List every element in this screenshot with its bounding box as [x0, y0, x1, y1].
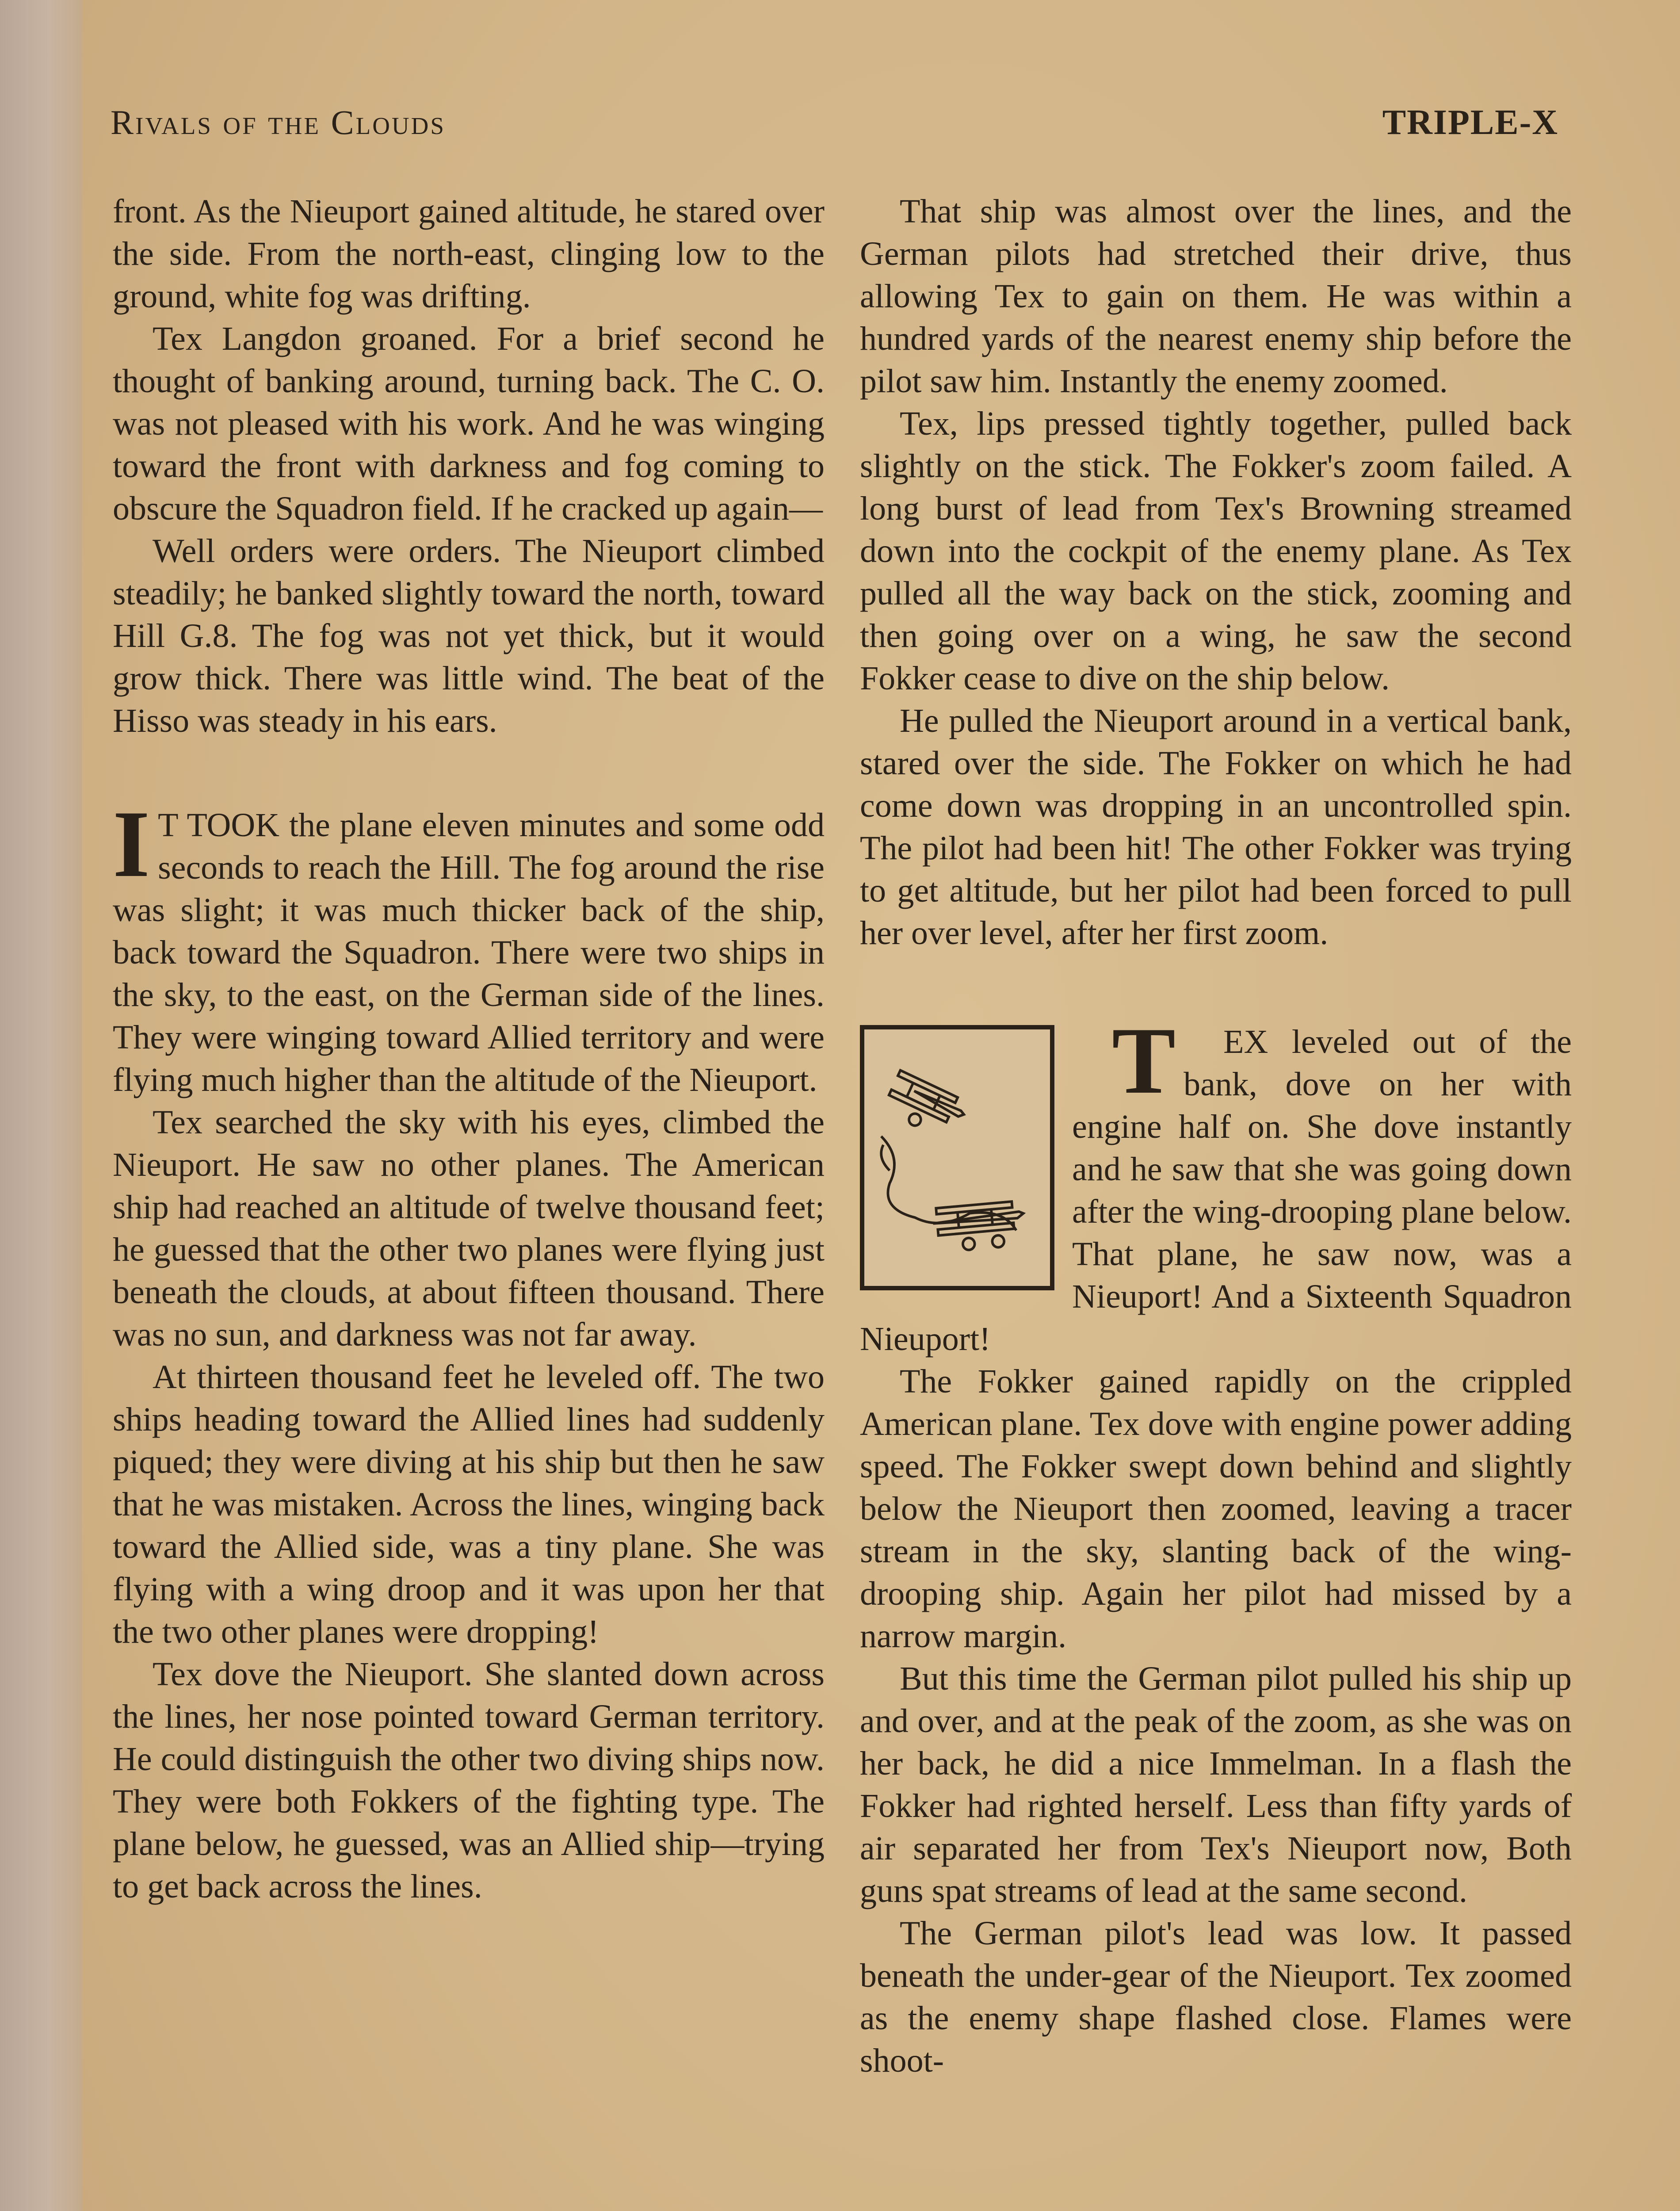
paragraph: He pulled the Nieuport around in a vertical bank, stared over the side. The Fokker on which he had come down was dropping in an uncontrolled spin. The pilot had been hit! The other Fokker was trying to get altitude, but her pilot had been forced to pull her over level, after her first zoom. [860, 702, 1572, 952]
drop-cap: I [113, 791, 150, 897]
running-title: Rivals of the Clouds [111, 103, 446, 142]
paragraph: Tex, lips pressed tightly together, pulled back slightly on the stick. The Fokker's zoom failed. A long burst of lead from Tex's Browning streamed down into the cockpit of the enemy plane. As Tex pulled all the way back on the stick, zooming and then going over on a wing, he saw the second Fokker cease to dive on the ship below. [860, 405, 1572, 697]
paragraph: Well orders were orders. The Nieuport climbed steadily; he banked slightly toward the north, toward Hill G.8. The fog was not yet thick, but it would grow thick. There was little wind. The beat of the Hisso was steady in his ears. [113, 532, 825, 739]
paragraph: But this time the German pilot pulled his ship up and over, and at the peak of the zoom, as she was on her back, he did a nice Immelman. In a flash the Fokker had righted herself. Less than fifty yards of air separated her from Tex's Nieuport now, Both guns spat streams of lead at the same second. [860, 1660, 1572, 1909]
paragraph: The German pilot's lead was low. It passed beneath the under-gear of the Nieuport. Tex zoomed as the enemy shape flashed close. Flames were shoot- [860, 1915, 1572, 2079]
paragraph: front. As the Nieuport gained altitude, he stared over the side. From the north-east, clinging low to the ground, white fog was drifting. [113, 193, 825, 315]
drop-cap: T [1112, 1008, 1176, 1113]
section-opening-paragraph [113, 791, 825, 1101]
left-column [113, 190, 825, 1908]
paragraph: At thirteen thousand feet he leveled off. The two ships heading toward the Allied lines had suddenly piqued; they were diving at his ship but then he saw that he was mistaken. Across the lines, winging back toward the Allied side, was a tiny plane. She was flying with a wing droop and it was upon her that the two other planes were dropping! [113, 1358, 825, 1650]
paragraph: Tex Langdon groaned. For a brief second he thought of banking around, turning back. The C. O. was not pleased with his work. And he was winging toward the front with darkness and fog coming to obscure the Squadron field. If he cracked up again— [113, 320, 825, 527]
section-opening-text: EX leveled out of the bank, dove on her with engine half on. She dove instantly and he saw that she was going down after the wing-drooping plane below. That plane, he saw now, was a Nieuport! And a Sixteenth Squadron Nieuport! [860, 1023, 1572, 1358]
paragraph: Tex dove the Nieuport. She slanted down across the lines, her nose pointed toward German territory. He could distinguish the other two diving ships now. They were both Fokkers of the fighting type. The plane below, he guessed, was an Allied ship—trying to get back across the lines. [113, 1656, 825, 1905]
illustrated-section [860, 1008, 1572, 1360]
biplane-illustration [860, 1025, 1054, 1290]
paragraph: That ship was almost over the lines, and the German pilots had stretched their drive, thus allowing Tex to gain on them. He was within a hundred yards of the nearest enemy ship before the pilot saw him. Instantly the enemy zoomed. [860, 193, 1572, 400]
magazine-title: TRIPLE-X [1382, 103, 1558, 142]
page-edge [0, 0, 82, 2211]
biplanes-drawing [864, 1029, 1050, 1286]
right-column [860, 190, 1572, 2082]
section-opening-text: T TOOK the plane eleven minutes and some odd seconds to reach the Hill. The fog around the rise was slight; it was much thicker back of the ship, back toward the Squadron. There were two ships in the sky, to the east, on the German side of the lines. They were winging toward Allied territory and were flying much higher than the altitude of the Nieuport. [113, 807, 825, 1098]
paragraph: The Fokker gained rapidly on the crippled American plane. Tex dove with engine power adding speed. The Fokker swept down behind and slightly below the Nieuport then zoomed, leaving a tracer stream in the sky, slanting back of the wing-drooping ship. Again her pilot had missed by a narrow margin. [860, 1363, 1572, 1655]
paragraph: Tex searched the sky with his eyes, climbed the Nieuport. He saw no other planes. The American ship had reached an altitude of twelve thousand feet; he guessed that the other two planes were flying just beneath the clouds, at about fifteen thousand. There was no sun, and darkness was not far away. [113, 1104, 825, 1353]
